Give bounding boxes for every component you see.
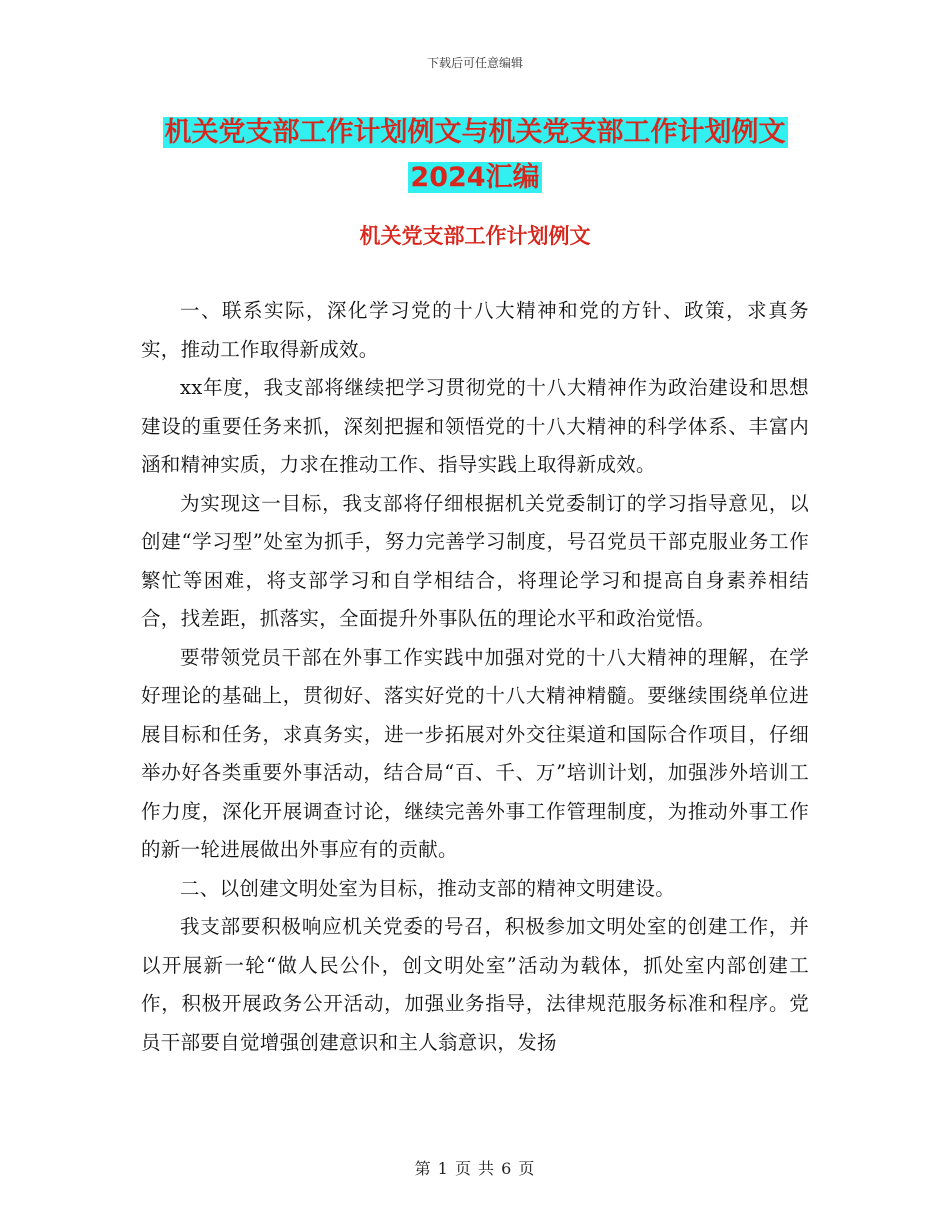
paragraph: 一、联系实际，深化学习党的十八大精神和党的方针、政策，求真务实，推动工作取得新成效。 (141, 299, 809, 361)
header-note: 下载后可任意编辑 (426, 56, 523, 70)
paragraph: 要带领党员干部在外事工作实践中加强对党的十八大精神的理解，在学好理论的基础上，贯彻好、落实好党的十八大精神精髓。要继续围绕单位进展目标和任务，求真务实，进一步拓展对外交往渠道和国际合作项目，仔细举办好各类重要外事活动，结合局“百、千、万”培训计划，加强涉外培训工作力度，深化开展调查讨论，继续完善外事工作管理制度，为推动外事工作的新一轮进展做出外事应有的贡献。 (141, 645, 809, 861)
page-footer: 第 1 页 共 6 页 (414, 1159, 536, 1178)
section-title: 机关党支部工作计划例文 (359, 224, 591, 248)
document-title (140, 110, 810, 200)
paragraph: 为实现这一目标，我支部将仔细根据机关党委制订的学习指导意见，以创建“学习型”处室为抓手，努力完善学习制度，号召党员干部克服业务工作繁忙等困难，将支部学习和自学相结合，将理论学习和提高自身素养相结合，找差距，抓落实，全面提升外事队伍的理论水平和政治觉悟。 (141, 491, 809, 630)
paragraph: xx年度，我支部将继续把学习贯彻党的十八大精神作为政治建设和思想建设的重要任务来抓，深刻把握和领悟党的十八大精神的科学体系、丰富内涵和精神实质，力求在推动工作、指导实践上取得新成效。 (141, 376, 809, 476)
title-line-2: 2024汇编 (410, 162, 540, 193)
paragraph: 二、以创建文明处室为目标，推动支部的精神文明建设。 (180, 876, 676, 900)
paragraph: 我支部要积极响应机关党委的号召，积极参加文明处室的创建工作，并以开展新一轮“做人民公仆，创文明处室”活动为载体，抓处室内部创建工作，积极开展政务公开活动，加强业务指导，法律规范服务标准和程序。党员干部要自觉增强创建意识和主人翁意识，发扬 (141, 915, 809, 1054)
title-line-1: 机关党支部工作计划例文与机关党支部工作计划例文 (164, 117, 786, 148)
document-body (141, 292, 809, 1062)
